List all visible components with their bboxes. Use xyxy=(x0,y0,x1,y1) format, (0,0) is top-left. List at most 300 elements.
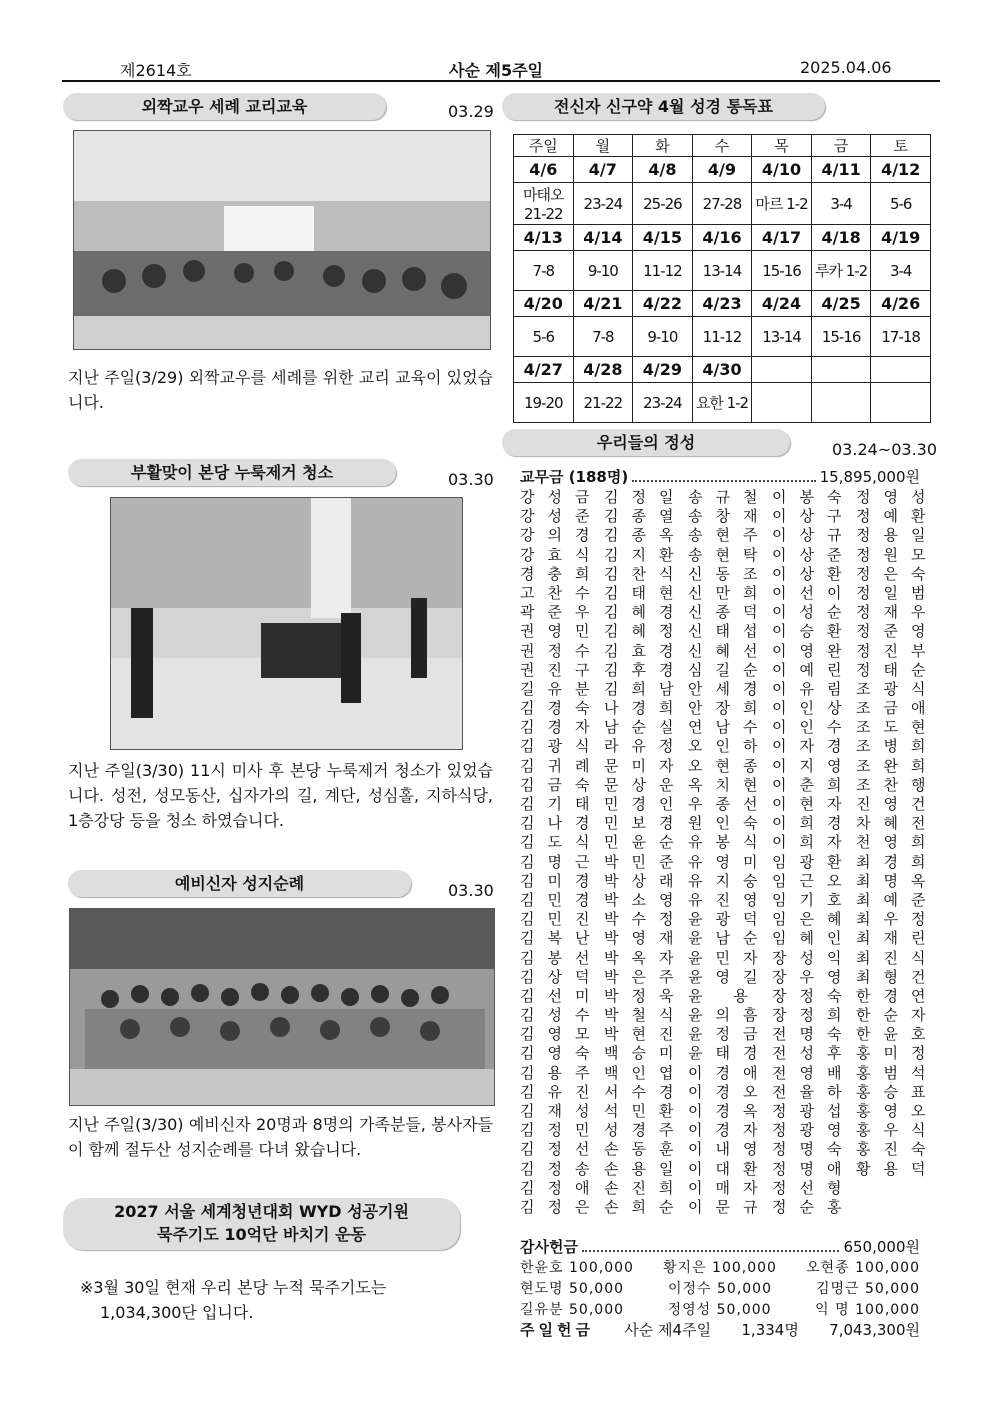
wyd-note-line2: 1,034,300단 입니다. xyxy=(100,1303,254,1322)
chapter-cell: 15-16 xyxy=(752,251,812,291)
date-cell: 4/10 xyxy=(752,157,812,183)
donor-names-row xyxy=(520,1063,939,1083)
donor-name: 이승환 xyxy=(772,622,855,641)
donor-names-row xyxy=(520,967,939,987)
donor-name: 라유정 xyxy=(604,737,687,756)
donor-name: 이상준 xyxy=(772,545,855,564)
donor-name: 정명숙 xyxy=(772,1140,855,1159)
donor-name: 김복난 xyxy=(520,929,603,948)
date-cell: 4/16 xyxy=(692,225,752,251)
donor-name: 임혜인 xyxy=(772,929,855,948)
donor-names-row xyxy=(520,583,939,603)
section-title-cleaning: 부활맞이 본당 누룩제거 청소 xyxy=(68,459,396,486)
donor-name: 김상덕 xyxy=(520,967,603,986)
offerings-title: 우리들의 정성 xyxy=(502,429,790,456)
donor-name: 윤영길 xyxy=(688,967,771,986)
thanks-summary xyxy=(520,1236,920,1257)
donor-name: 이성순 xyxy=(772,603,855,622)
thanks-entry: 익 명 100,000 xyxy=(815,1302,920,1318)
donor-name: 박상래 xyxy=(604,871,687,890)
thanks-row xyxy=(520,1257,920,1277)
donor-names-row xyxy=(520,910,939,929)
donor-name: 이경오 xyxy=(688,1082,771,1101)
donor-name xyxy=(856,1179,916,1198)
donor-name: 홍승표 xyxy=(856,1082,939,1101)
thanks-entry: 이정수 50,000 xyxy=(667,1281,772,1297)
donor-names-row xyxy=(520,718,939,737)
donor-name: 김미경 xyxy=(520,871,603,890)
donor-names-row xyxy=(520,852,939,872)
donor-name: 김정일 xyxy=(604,488,687,506)
cleaning-photo xyxy=(110,497,463,750)
wyd-note xyxy=(80,1275,500,1325)
donor-name: 정진부 xyxy=(856,641,939,660)
chapter-cell: 19-20 xyxy=(514,383,574,423)
donor-names-row xyxy=(520,699,939,718)
donor-name: 윤 용 xyxy=(688,986,761,1005)
donor-name: 오인하 xyxy=(688,737,771,756)
donor-name: 김정애 xyxy=(520,1178,603,1197)
donor-name: 최형건 xyxy=(856,967,939,986)
donor-name: 이춘희 xyxy=(772,775,855,794)
donor-name: 장정희 xyxy=(772,1006,855,1025)
donor-name: 홍영오 xyxy=(856,1102,939,1120)
donor-name: 장우영 xyxy=(772,967,855,986)
donor-name: 윤정금 xyxy=(688,1025,771,1044)
donor-name: 정일범 xyxy=(856,583,939,602)
chapter-cell: 13-14 xyxy=(752,317,812,357)
section-text-baptism: 지난 주일(3/29) 외짝교우를 세례를 위한 교리 교육이 있었습니다. xyxy=(68,368,493,412)
donor-name: 이희경 xyxy=(772,814,855,833)
donor-names-row xyxy=(520,756,939,776)
donor-name: 최우정 xyxy=(856,910,939,929)
donor-name: 이자경 xyxy=(772,737,855,756)
wyd-note-line1: ※3월 30일 현재 우리 본당 누적 묵주기도는 xyxy=(80,1278,387,1297)
donor-name: 박정욱 xyxy=(604,986,687,1005)
chapter-cell: 17-18 xyxy=(871,317,931,357)
chapter-cell: 9-10 xyxy=(573,251,633,291)
donor-name: 홍우식 xyxy=(856,1121,939,1140)
chapter-cell xyxy=(871,383,931,423)
donor-name: 조광식 xyxy=(856,679,939,698)
donor-names-row xyxy=(520,1140,939,1159)
chapter-cell: 요한 1-2 xyxy=(692,383,752,423)
thanks-entry: 길유분 50,000 xyxy=(520,1302,625,1318)
donor-name: 김희남 xyxy=(604,679,687,698)
donor-name: 윤남순 xyxy=(688,929,771,948)
donor-name: 경충희 xyxy=(520,564,603,583)
donor-name: 박영재 xyxy=(604,929,687,948)
section-title-wyd xyxy=(63,1198,460,1250)
thanks-entry: 김명근 50,000 xyxy=(815,1281,920,1297)
donor-names-row xyxy=(520,1082,939,1102)
donor-name: 이희자 xyxy=(772,833,855,852)
sunday-amount: 7,043,300원 xyxy=(829,1321,920,1339)
section-title-pilgrimage: 예비신자 성지순례 xyxy=(68,870,411,897)
section-text-cleaning: 지난 주일(3/30) 11시 미사 후 본당 누룩제거 청소가 있었습니다. 성전, 성모동산, 십자가의 길, 계단, 성심홀, 지하식당, 1층강당 등을 청소 하였습니다. xyxy=(68,761,493,830)
donor-name: 박현진 xyxy=(604,1025,687,1044)
thanks-total: 650,000원 xyxy=(843,1238,920,1256)
donor-name: 김용주 xyxy=(520,1063,603,1082)
wyd-title-line1: 2027 서울 세계청년대회 WYD 성공기원 xyxy=(114,1202,409,1221)
wyd-title-line2: 묵주기도 10억단 바치기 운동 xyxy=(157,1225,366,1244)
thanks-entry: 황지은 100,000 xyxy=(663,1260,777,1276)
donor-name: 최재린 xyxy=(856,929,939,948)
date-cell: 4/11 xyxy=(811,157,871,183)
donor-names-row xyxy=(520,679,939,699)
donor-name: 최경희 xyxy=(856,852,939,871)
donor-name: 김민경 xyxy=(520,890,603,909)
chapter-cell: 11-12 xyxy=(633,251,693,291)
chapter-cell: 25-26 xyxy=(633,183,693,225)
thanks-entry: 정영성 50,000 xyxy=(667,1302,772,1318)
date-cell: 4/19 xyxy=(871,225,931,251)
donor-names-row xyxy=(520,986,939,1006)
donor-name: 박은주 xyxy=(604,967,687,986)
issue-number: 제2614호 xyxy=(120,61,192,80)
donor-name: 정태순 xyxy=(856,660,939,679)
donor-name: 강효식 xyxy=(520,545,603,564)
chapter-cell: 마태오 21-22 xyxy=(514,183,574,225)
donor-name: 정은숙 xyxy=(856,564,939,583)
donor-name: 김유진 xyxy=(520,1082,603,1101)
donor-name: 이인상 xyxy=(772,699,855,718)
donor-name: 한순자 xyxy=(856,1006,939,1025)
donor-name: 이매자 xyxy=(688,1178,771,1197)
donor-name: 박소영 xyxy=(604,890,687,909)
donor-name: 정준영 xyxy=(856,622,939,641)
issue-date: 2025.04.06 xyxy=(800,58,892,77)
donor-name: 이상환 xyxy=(772,564,855,583)
chapter-cell: 5-6 xyxy=(871,183,931,225)
donor-names-row xyxy=(520,1025,939,1044)
section-text-pilgrimage: 지난 주일(3/30) 예비신자 20명과 8명의 가족분들, 봉사자들이 함께 절두산 성지순례를 다녀 왔습니다. xyxy=(68,1115,493,1159)
donor-name: 진영건 xyxy=(856,795,939,813)
donor-name: 조병희 xyxy=(856,737,939,756)
donor-name: 홍진숙 xyxy=(856,1140,939,1159)
donor-name: 안장희 xyxy=(688,699,771,718)
issue-title: 사순 제5주일 xyxy=(449,61,543,80)
date-cell: 4/12 xyxy=(871,157,931,183)
donor-name: 김영모 xyxy=(520,1025,603,1044)
donor-names-row xyxy=(520,603,939,622)
donor-name: 민경인 xyxy=(604,795,687,813)
gyomu-label: 교무금 (188명) xyxy=(520,468,629,486)
donor-name: 김금숙 xyxy=(520,775,603,794)
day-header: 목 xyxy=(752,135,812,157)
donor-name: 김정민 xyxy=(520,1121,603,1140)
donor-names-row xyxy=(520,948,939,968)
donor-name: 전영배 xyxy=(772,1063,855,1082)
donor-name: 전명숙 xyxy=(772,1025,855,1044)
chapter-cell: 13-14 xyxy=(692,251,752,291)
donor-name: 임광환 xyxy=(772,852,855,871)
classroom-photo xyxy=(73,130,491,350)
day-header: 월 xyxy=(573,135,633,157)
chapter-cell: 루카 1-2 xyxy=(811,251,871,291)
donor-name: 송창재 xyxy=(688,507,771,526)
sunday-offering xyxy=(520,1319,920,1340)
donor-name: 천영희 xyxy=(856,833,939,852)
date-cell: 4/24 xyxy=(752,291,812,317)
donor-name: 정용일 xyxy=(856,526,939,545)
donor-name: 유봉식 xyxy=(688,833,771,852)
donor-name: 정광섭 xyxy=(772,1102,855,1120)
donor-name: 이상구 xyxy=(772,507,855,526)
sunday-week: 사순 제4주일 xyxy=(624,1321,712,1339)
donor-name: 우종선 xyxy=(688,795,771,813)
donor-name: 김혜정 xyxy=(604,622,687,641)
donor-names-row xyxy=(520,1179,920,1198)
donor-name: 손진희 xyxy=(604,1178,687,1197)
donor-names-row xyxy=(520,795,939,814)
donor-name: 이인수 xyxy=(772,718,855,737)
date-cell: 4/18 xyxy=(811,225,871,251)
donor-name: 김정선 xyxy=(520,1140,603,1159)
donor-name: 안세경 xyxy=(688,679,771,698)
donor-name: 김나경 xyxy=(520,814,603,833)
day-header: 화 xyxy=(633,135,693,157)
donor-name: 윤의흠 xyxy=(688,1006,771,1025)
donor-name: 임근오 xyxy=(772,871,855,890)
donor-name: 손용일 xyxy=(604,1159,687,1178)
donor-name: 신태섭 xyxy=(688,622,771,641)
donor-name: 손희순 xyxy=(604,1197,687,1216)
donor-name: 서수경 xyxy=(604,1082,687,1101)
date-cell: 4/17 xyxy=(752,225,812,251)
date-cell: 4/15 xyxy=(633,225,693,251)
donor-name: 이상규 xyxy=(772,526,855,545)
date-cell: 4/30 xyxy=(692,357,752,383)
chapter-cell: 5-6 xyxy=(514,317,574,357)
donor-name: 송현탁 xyxy=(688,545,771,564)
donor-name: 이문규 xyxy=(688,1197,771,1216)
donor-name: 정선형 xyxy=(772,1178,855,1197)
donor-name: 김귀례 xyxy=(520,756,603,775)
donor-name: 나경희 xyxy=(604,699,687,718)
donor-name: 박철식 xyxy=(604,1006,687,1025)
donor-name: 이경옥 xyxy=(688,1102,771,1120)
offerings-period: 03.24~03.30 xyxy=(832,440,938,459)
section-date-pilgrimage: 03.30 xyxy=(448,881,494,900)
donor-names-row xyxy=(520,641,939,661)
donor-name: 이유림 xyxy=(772,679,855,698)
donor-name: 신만희 xyxy=(688,583,771,602)
donor-name: 신혜선 xyxy=(688,641,771,660)
date-cell: 4/28 xyxy=(573,357,633,383)
gyomu-summary xyxy=(520,466,920,487)
donor-name: 김경숙 xyxy=(520,699,603,718)
day-header: 토 xyxy=(871,135,931,157)
donor-name: 임기호 xyxy=(772,890,855,909)
donor-name: 조금애 xyxy=(856,699,939,718)
donor-name: 조도현 xyxy=(856,718,939,737)
donor-name: 백승미 xyxy=(604,1044,687,1063)
donor-name: 송규철 xyxy=(688,488,771,506)
donor-name: 장정숙 xyxy=(772,986,855,1005)
date-cell: 4/25 xyxy=(811,291,871,317)
donor-name: 고찬수 xyxy=(520,583,603,602)
donor-name: 이선이 xyxy=(772,583,855,602)
donor-name: 김영숙 xyxy=(520,1044,603,1063)
chapter-cell: 21-22 xyxy=(573,383,633,423)
donor-name: 김봉선 xyxy=(520,948,603,967)
donor-name: 황용덕 xyxy=(856,1159,939,1178)
thanks-row xyxy=(520,1278,920,1298)
donor-name: 이현자 xyxy=(772,795,855,813)
section-date-cleaning: 03.30 xyxy=(448,470,494,489)
donor-name: 강성준 xyxy=(520,507,603,526)
donor-name: 조찬행 xyxy=(856,775,939,794)
donor-name: 김민진 xyxy=(520,910,603,929)
date-cell xyxy=(871,357,931,383)
donor-name: 정재우 xyxy=(856,603,939,622)
donor-name: 원인숙 xyxy=(688,814,771,833)
donor-name: 김도식 xyxy=(520,833,603,852)
donor-name: 곽준우 xyxy=(520,603,603,622)
donor-names-row xyxy=(520,929,939,948)
group-photo xyxy=(69,908,495,1106)
donor-name: 문미자 xyxy=(604,756,687,775)
donor-name: 김지환 xyxy=(604,545,687,564)
donor-name: 이내영 xyxy=(688,1140,771,1159)
donor-name: 이대환 xyxy=(688,1159,771,1178)
thanks-label: 감사헌금 xyxy=(520,1238,578,1256)
donor-name: 정광영 xyxy=(772,1121,855,1140)
donor-name: 이예린 xyxy=(772,660,855,679)
date-cell: 4/22 xyxy=(633,291,693,317)
date-cell: 4/29 xyxy=(633,357,693,383)
donor-name: 유지숭 xyxy=(688,871,771,890)
donor-name: 박옥자 xyxy=(604,948,687,967)
donor-name: 전율하 xyxy=(772,1082,855,1101)
donor-name: 한경연 xyxy=(856,986,939,1005)
donor-name: 박수정 xyxy=(604,910,687,929)
donor-name: 윤광덕 xyxy=(688,910,771,929)
donor-name: 송현주 xyxy=(688,526,771,545)
chapter-cell xyxy=(752,383,812,423)
donor-name: 정영성 xyxy=(856,488,939,506)
chapter-cell: 3-4 xyxy=(811,183,871,225)
donor-name: 김종열 xyxy=(604,507,687,526)
date-cell xyxy=(752,357,812,383)
date-cell: 4/9 xyxy=(692,157,752,183)
chapter-cell: 11-12 xyxy=(692,317,752,357)
donor-name: 정예환 xyxy=(856,507,939,526)
donor-name: 연남수 xyxy=(688,718,771,737)
donor-name: 김혜경 xyxy=(604,603,687,622)
date-cell: 4/6 xyxy=(514,157,574,183)
date-cell: 4/14 xyxy=(573,225,633,251)
donor-name: 문상운 xyxy=(604,775,687,794)
chapter-cell: 7-8 xyxy=(514,251,574,291)
donor-name: 권진구 xyxy=(520,660,603,679)
donor-name: 옥치현 xyxy=(688,775,771,794)
donor-name: 권영민 xyxy=(520,622,603,641)
chapter-cell: 마르 1-2 xyxy=(752,183,812,225)
sunday-label: 주일헌금 xyxy=(520,1321,594,1339)
donor-names-row xyxy=(520,660,939,680)
donor-name: 정원모 xyxy=(856,545,939,564)
donor-name: 남순실 xyxy=(604,718,687,737)
donor-name: 오현종 xyxy=(688,756,771,775)
donor-name: 이지영 xyxy=(772,756,855,775)
donor-name: 김태현 xyxy=(604,583,687,602)
reading-schedule-table xyxy=(513,134,931,423)
donor-name: 최명옥 xyxy=(856,871,939,890)
section-title-baptism: 외짝교우 세례 교리교육 xyxy=(63,93,386,120)
donor-name: 백인엽 xyxy=(604,1063,687,1082)
donor-names-row xyxy=(520,871,939,891)
donor-name: 전성후 xyxy=(772,1044,855,1063)
donor-name: 김정은 xyxy=(520,1197,603,1216)
date-cell xyxy=(811,357,871,383)
donor-name: 김재성 xyxy=(520,1102,603,1120)
donor-name: 심길순 xyxy=(688,660,771,679)
donor-name: 최진식 xyxy=(856,948,939,967)
donor-name: 임은혜 xyxy=(772,910,855,929)
donor-name: 김선미 xyxy=(520,986,603,1005)
donor-name: 강성금 xyxy=(520,488,603,506)
chapter-cell: 3-4 xyxy=(871,251,931,291)
donor-name: 민윤순 xyxy=(604,833,687,852)
donor-name: 윤태경 xyxy=(688,1044,771,1063)
donor-name: 이경애 xyxy=(688,1063,771,1082)
date-cell: 4/27 xyxy=(514,357,574,383)
donor-names-row xyxy=(520,775,939,795)
donor-name: 윤민자 xyxy=(688,948,771,967)
date-cell: 4/8 xyxy=(633,157,693,183)
chapter-cell: 7-8 xyxy=(573,317,633,357)
donor-name: 조완희 xyxy=(856,756,939,775)
donor-name: 민보경 xyxy=(604,814,687,833)
donor-name: 유진영 xyxy=(688,890,771,909)
donor-name: 김찬식 xyxy=(604,564,687,583)
donor-name: 정순홍 xyxy=(772,1197,855,1216)
donor-name: 석민환 xyxy=(604,1102,687,1120)
donor-names-row xyxy=(520,737,939,756)
chapter-cell xyxy=(811,383,871,423)
date-cell: 4/23 xyxy=(692,291,752,317)
chapter-cell: 15-16 xyxy=(811,317,871,357)
donor-name xyxy=(856,1198,916,1217)
chapter-cell: 23-24 xyxy=(573,183,633,225)
donor-names-row xyxy=(520,1159,939,1179)
donor-name: 차혜전 xyxy=(856,814,939,833)
date-cell: 4/7 xyxy=(573,157,633,183)
donor-names-row xyxy=(520,1044,939,1063)
sunday-count: 1,334명 xyxy=(741,1321,799,1339)
leader-dots xyxy=(632,470,815,482)
donor-name: 홍범석 xyxy=(856,1063,939,1082)
donor-name: 김정송 xyxy=(520,1159,603,1178)
donor-name: 김종옥 xyxy=(604,526,687,545)
donor-names-row xyxy=(520,1102,939,1121)
thanks-row xyxy=(520,1299,920,1319)
day-header: 수 xyxy=(692,135,752,157)
donor-name: 길유분 xyxy=(520,679,603,698)
schedule-title: 전신자 신구약 4월 성경 통독표 xyxy=(502,93,825,120)
thanks-entry: 오현종 100,000 xyxy=(806,1260,920,1276)
thanks-entry: 현도명 50,000 xyxy=(520,1281,625,1297)
donor-name: 김광식 xyxy=(520,737,603,756)
date-cell: 4/21 xyxy=(573,291,633,317)
donor-names-grid xyxy=(520,488,939,1217)
donor-name: 이봉숙 xyxy=(772,488,855,506)
chapter-cell: 27-28 xyxy=(692,183,752,225)
donor-name: 손동훈 xyxy=(604,1140,687,1159)
donor-name: 최예준 xyxy=(856,890,939,909)
